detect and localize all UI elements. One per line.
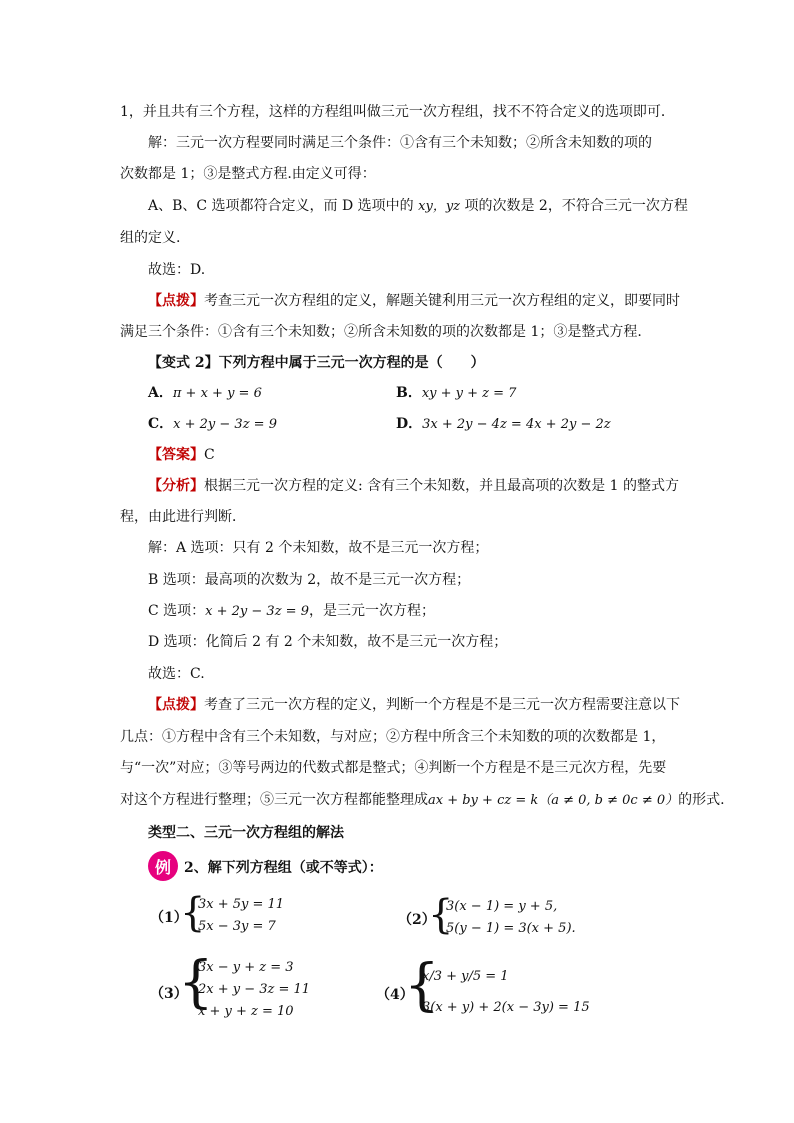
question-title: 【变式 2】下列方程中属于三元一次方程的是（ ）	[148, 355, 485, 371]
equation: 5x − 3y = 7	[198, 919, 276, 934]
equation: 3(x + y) + 2(x − 3y) = 15	[422, 1000, 590, 1015]
options-row-cd: C．x + 2y − 3z = 9 D．3x + 2y − 4z = 4x + 2y − 2z	[148, 416, 611, 432]
problem-1-label: （1）	[150, 910, 188, 926]
equation: 3(x − 1) = y + 5,	[446, 899, 558, 914]
text-line: D 选项：化简后 2 有 2 个未知数，故不是三元一次方程；	[148, 634, 508, 650]
analysis-line: 【分析】根据三元一次方程的定义: 含有三个未知数，并且最高项的次数是 1 的整式方	[148, 478, 679, 494]
text-line: 几点：①方程中含有三个未知数，与对应；②方程中所含三个未知数的项的次数都是 1，	[120, 729, 666, 745]
text-line: 组的定义.	[120, 230, 181, 246]
text-line: 满足三个条件：①含有三个未知数；②所含未知数的项的次数都是 1；③是整式方程.	[120, 324, 642, 340]
equation: x/3 + y/5 = 1	[422, 969, 509, 984]
brace: {	[404, 953, 440, 1018]
equation: x + y + z = 10	[198, 1004, 294, 1019]
tip-line: 【点拨】考查三元一次方程组的定义，解题关键利用三元一次方程组的定义，即要同时	[148, 293, 680, 309]
problem-3-label: （3）	[150, 986, 188, 1002]
text-line: B 选项：最高项的次数为 2，故不是三元一次方程；	[148, 572, 471, 588]
equation: 5(y − 1) = 3(x + 5).	[446, 921, 576, 936]
brace: {	[178, 950, 214, 1015]
text-line: 对这个方程进行整理；⑤三元一次方程都能整理成ax + by + cz = k（a ≠ 0, b ≠ 0c ≠ 0）的形式.	[120, 792, 725, 808]
text-line: C 选项：x + 2y − 3z = 9，是三元一次方程；	[148, 603, 435, 619]
equation: 2x + y − 3z = 11	[198, 982, 311, 997]
text-line: 与“一次”对应；③等号两边的代数式都是整式；④判断一个方程是不是三元次方程，先要	[120, 760, 667, 776]
problem-2-label: （2）	[398, 912, 436, 928]
equation: 3x − y + z = 3	[198, 960, 294, 975]
text-line: 解：A 选项：只有 2 个未知数，故不是三元一次方程；	[148, 540, 489, 556]
tip-line: 【点拨】考查了三元一次方程的定义，判断一个方程是不是三元一次方程需要注意以下	[148, 697, 680, 713]
text-line: A、B、C 选项都符合定义，而 D 选项中的 xy，yz 项的次数是 2，不符合三元一次方程	[148, 198, 688, 214]
problem-4-label: （4）	[376, 987, 414, 1003]
text-line: 解：三元一次方程要同时满足三个条件：①含有三个未知数；②所含未知数的项的	[148, 135, 652, 151]
text-line: 次数都是 1；③是整式方程.由定义可得：	[120, 166, 376, 182]
example-prompt: 2、解下列方程组（或不等式）：	[184, 860, 383, 876]
equation: 3x + 5y = 11	[198, 897, 285, 912]
options-row-ab: A．π + x + y = 6 B．xy + y + z = 7	[148, 385, 517, 401]
answer-line: 【答案】C	[148, 447, 215, 463]
text-line: 故选：C.	[148, 666, 205, 682]
section-title: 类型二、三元一次方程组的解法	[148, 825, 344, 841]
example-badge: 例	[148, 851, 178, 881]
brace: {	[180, 890, 206, 936]
text-line: 故选：D.	[148, 262, 206, 278]
brace: {	[428, 892, 454, 938]
text-line: 1，并且共有三个方程，这样的方程组叫做三元一次方程组，找不不符合定义的选项即可．	[120, 104, 675, 120]
text-line: 程，由此进行判断．	[120, 509, 246, 525]
